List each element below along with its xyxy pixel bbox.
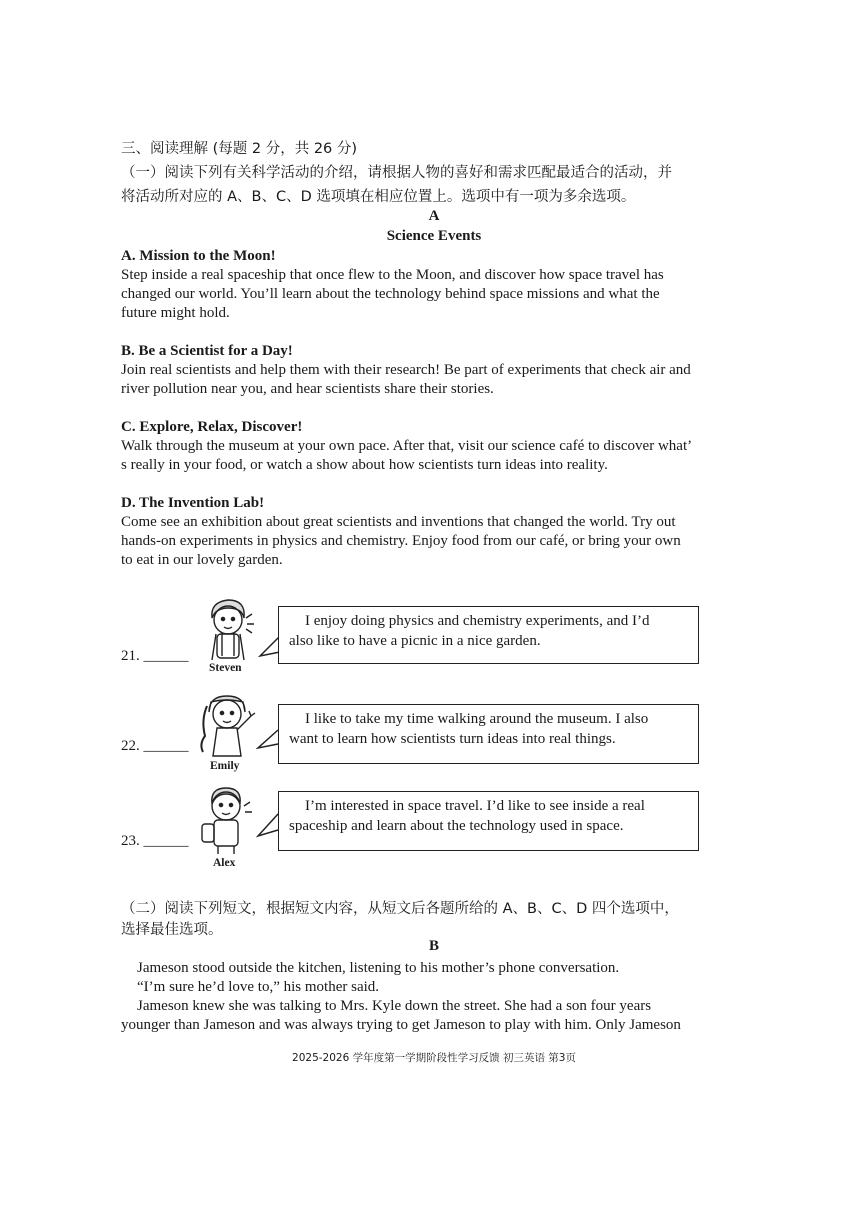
- girl-emily-icon: [195, 690, 259, 760]
- speech-bubble-emily: I like to take my time walking around the museum. I also want to learn how scientists turn ideas into real things.: [278, 704, 699, 764]
- option-c-heading: C. Explore, Relax, Discover!: [121, 419, 303, 435]
- boy-steven-icon: [198, 596, 260, 662]
- alex-label: Alex: [213, 857, 236, 869]
- passage-b-letter: B: [428, 938, 439, 954]
- section-heading: 三、阅读理解 (每题 2 分，共 26 分): [121, 141, 358, 157]
- passage-title: Science Events: [386, 228, 482, 244]
- option-d-heading: D. The Invention Lab!: [121, 495, 265, 511]
- passage-letter: A: [428, 208, 440, 224]
- option-d-text: Come see an exhibition about great scientists and inventions that changed the world. Try out hands-on experiments in physics and chemistry. Enjoy food from our café, or bring your own to eat in our lovely garden.: [121, 514, 681, 568]
- page-footer: 2025-2026 学年度第一学期阶段性学习反馈 初三英语 第3页: [292, 1052, 576, 1064]
- option-b-text: Join real scientists and help them with their research! Be part of experiments that check air and river pollution near you, and hear scientists share their stories.: [121, 362, 691, 397]
- steven-label: Steven: [209, 662, 242, 674]
- speech-bubble-alex: I’m interested in space travel. I’d like to see inside a real spaceship and learn about the technology used in space.: [278, 791, 699, 851]
- option-b-heading: B. Be a Scientist for a Day!: [121, 343, 293, 359]
- part1-instruction-line1: （一）阅读下列有关科学活动的介绍，请根据人物的喜好和需求匹配最适合的活动，并: [121, 165, 672, 181]
- option-a-heading: A. Mission to the Moon!: [121, 248, 276, 264]
- option-c-text: Walk through the museum at your own pace. After that, visit our science café to discover what’ s really in your food, or watch a show about how scientists turn ideas into reality.: [121, 438, 693, 473]
- boy-alex-icon: [196, 784, 258, 856]
- speech-bubble-tail: [256, 812, 280, 842]
- speech-bubble-steven: I enjoy doing physics and chemistry experiments, and I’d also like to have a picnic in a nice garden.: [278, 606, 699, 664]
- speech-bubble-tail: [256, 728, 280, 756]
- part2-instruction-line1: （二）阅读下列短文，根据短文内容，从短文后各题所给的 A、B、C、D 四个选项中，: [121, 901, 679, 917]
- question-22-blank[interactable]: 22. ______: [121, 738, 189, 754]
- question-23-blank[interactable]: 23. ______: [121, 833, 189, 849]
- passage-b-text: Jameson stood outside the kitchen, listening to his mother’s phone conversation. “I’m sure he’d love to,” his mother said. Jameson knew she was talking to Mrs. Kyle down the street. She had a son four years younger than Jameson and was always trying to get Jameson to play with him. Only Jameson: [121, 960, 681, 1033]
- part2-instruction-line2: 选择最佳选项。: [121, 922, 223, 938]
- emily-label: Emily: [210, 760, 240, 772]
- option-a-text: Step inside a real spaceship that once flew to the Moon, and discover how space travel has changed our world. You’ll learn about the technology behind space missions and what the future might hold.: [121, 267, 664, 321]
- question-21-blank[interactable]: 21. ______: [121, 648, 189, 664]
- part1-instruction-line2: 将活动所对应的 A、B、C、D 选项填在相应位置上。选项中有一项为多余选项。: [121, 189, 636, 205]
